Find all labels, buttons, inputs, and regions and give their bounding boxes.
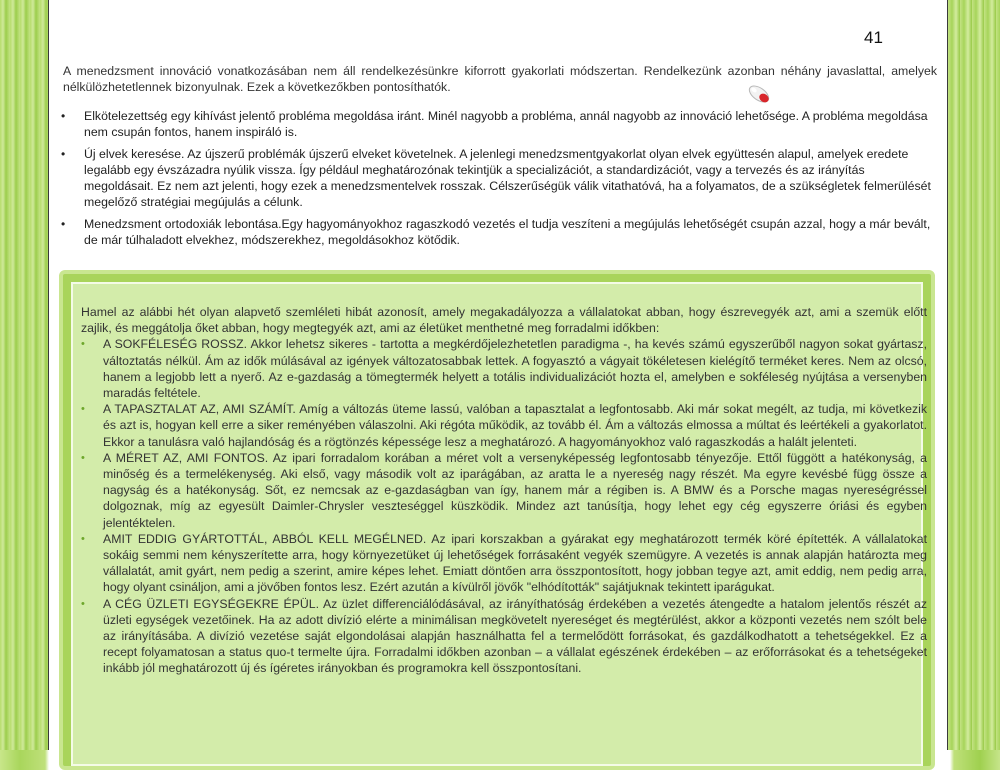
bullet-dot: • [61, 109, 66, 123]
principles-list [61, 108, 935, 254]
list-item-text: Elkötelezettség egy kihívást jelentő probléma megoldása iránt. Minél nagyobb a probléma, annál nagyobb az innováció lehetősége. A probléma megoldása nem csupán fontos, hanem inspiráló is. [84, 109, 928, 139]
left-decorative-band [0, 0, 48, 750]
list-item [81, 450, 927, 531]
highlight-box-content [81, 304, 927, 677]
list-item [61, 146, 935, 210]
highlight-box-inner [71, 282, 927, 766]
list-item-text: AMIT EDDIG GYÁRTOTTÁL, ABBÓL KELL MEGÉLNED. Az ipari korszakban a gyárakat egy meghatározott termék köré építették. A vállalatokat sokáig semmi nem kényszerítette arra, hogy környezetüket új lehetőségek forrásaként vegyék szemügyre. A vezetés is annak alapján határozta meg vállalatát, amit gyárt, nem pedig a szerint, amire képes lehet. Emiatt döntően arra összpontosított, hogy jobban tegye azt, amit eddig, nem pedig arra, hogy olyant csináljon, ami a jövőben fontos lesz. Ezért azután a kívülről jövők "elhódították" sajátjuknak tekintett iparágukat. [103, 531, 927, 595]
list-item [81, 336, 927, 401]
bullet-dot: • [81, 338, 85, 351]
intro-paragraph: A menedzsment innováció vonatkozásában nem áll rendelkezésünkre kiforrott gyakorlati módszertan. Rendelkezünk azonban néhány javaslattal, amelyek nélkülözhetetlennek bizonyulnak. Ezek a következőkben pontosíthatók. [63, 64, 937, 94]
bullet-dot: • [81, 451, 85, 464]
document-page [48, 0, 948, 750]
list-item [81, 401, 927, 450]
list-item-text: A TAPASZTALAT AZ, AMI SZÁMÍT. Amíg a változás üteme lassú, valóban a tapasztalat a legfontosabb. Aki már sokat megélt, az tudja, mi következik és azt is, hogyan kell erre a siker reményében válaszolni. Aki régóta működik, az tovább él. Ám a változás elmossa a múltat és leértékeli a gyakorlatot. Ekkor a tanulásra való hajlandóság és a rögtönzés képessége lesz a meghatározó. A hagyományokhoz való ragaszkodás a halált jelenteti. [103, 402, 927, 449]
list-item-text: A MÉRET AZ, AMI FONTOS. Az ipari forradalom korában a méret volt a versenyképesség legfontosabb tényezője. Ettől függött a hatékonyság, a minőség és a termelékenység. Aki első, vagy második volt az iparágában, az aratta le a nyereség nagy részét. Ma egyre kevésbé függ össze a nagyság és a hatékonyság. Sőt, ez nemcsak az e-gazdaságban van így, hanem már a régiben is. A BMW és a Porsche magas nyereségréssel dolgoznak, míg az egyesült Daimler-Chrysler veszteséggel küszködik. Mindez azt tanúsítja, hogy lehet egy cég egyszerre óriási és egyben jelentéktelen. [103, 450, 927, 530]
page-number: 41 [864, 28, 883, 47]
highlight-box [59, 270, 935, 770]
list-item-text: A CÉG ÜZLETI EGYSÉGEKRE ÉPÜL. Az üzlet differenciálódásával, az irányíthatóság érdekében a vezetés átengedte a hatalom jelentős részét az üzleti egységek vezetőinek. Ha az adott divízió elérte a minimálisan megkövetelt nyereséget és megtérülést, akkor a központi vezetés nem szólt bele az irányításába. A divízió vezetése saját elgondolásai alapján használhatta fel a termelődött forrásokat, és gazdálkodhatott a tehetségekkel. Ez a recept folyamatosan a status quo-t termelte újra. Forradalmi időkben azonban – a vállalat egészének érdekében – az erőforrásokat és a tehetségeket inkább jól meghatározott új és ígéretes irányokban és programokra kell összpontosítani. [103, 596, 927, 676]
bullet-dot: • [81, 403, 85, 416]
misconceptions-list [81, 336, 927, 676]
list-item [81, 531, 927, 596]
list-item-text: Menedzsment ortodoxiák lebontása.Egy hagyományokhoz ragaszkodó vezetés el tudja veszíteni a megújulás lehetőségét csupán azzal, hogy a már bevált, de már túlhaladott elvekhez, módszerekhez, megoldásokhoz kötődik. [84, 217, 931, 247]
bullet-dot: • [81, 532, 85, 545]
highlight-lead: Hamel az alábbi hét olyan alapvető szemléleti hibát azonosít, amely megakadályozza a vállalatokat abban, hogy észrevegyék azt, ami a szemük előtt zajlik, és meggátolja őket abban, hogy megtegyék azt, ami az életüket menthetné meg forradalmi időkben: [81, 305, 927, 336]
right-decorative-band [948, 0, 1000, 750]
list-item-text: Új elvek keresése. Az újszerű problémák újszerű elveket követelnek. A jelenlegi menedzsmentgyakorlat olyan elvek együttesén alapul, amelyek eredete legalább egy évszázadra nyúlik vissza. Így például meghatározónak tekintjük a specializációt, a standardizációt, vagy a tervezés és az irányítás megoldásait. Ez nem azt jelenti, hogy ezek a menedzsmentelvek rosszak. Célszerűségük válik vitathatóvá, ha a folyamatos, de a szükségletek felmerülését megelőző stratégiai megújulás a célunk. [84, 147, 931, 209]
pushpin-icon [746, 82, 772, 106]
bullet-dot: • [61, 217, 66, 231]
list-item [61, 108, 935, 140]
bullet-dot: • [81, 597, 85, 610]
list-item [81, 596, 927, 677]
list-item-text: A SOKFÉLESÉG ROSSZ. Akkor lehetsz sikeres - tartotta a megkérdőjelezhetetlen paradigma -, ha kevés számú egyszerűből nagyon sokat gyártasz, változtatás nélkül. Ám az idők múlásával az igények változatosabbak lettek. A fogyasztó a vágyait tökéletesen kielégítő terméket keres. Nem az olcsó, hanem a legjobb lett a nyerő. Az e-gazdaság a tömegtermék helyett a totális individualizációt hozta el, amelyben e sokféleség nyújtása a versenyben maradás feltétele. [103, 337, 927, 401]
list-item [61, 216, 935, 248]
bullet-dot: • [61, 147, 66, 161]
